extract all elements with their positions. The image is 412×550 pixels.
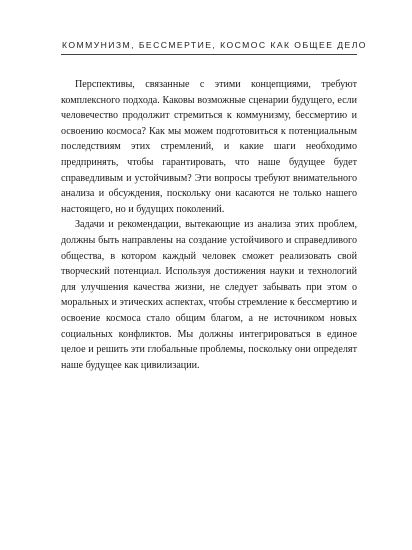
- header-rule: [61, 54, 357, 55]
- paragraph-2: Задачи и рекомендации, вытекающие из анализа этих проблем, должны быть направлены на создание устойчивого и справедливого общества, в котором каждый человек сможет реализовать свой творческий потенциал. Используя достижения науки и технологий для улучшения качества жизни, не следует забывать при этом о моральных и этических аспектах, чтобы стремление к бессмертию и освоение космоса стало общим благом, а не источником новых социальных конфликтов. Мы должны интегрироваться в единое целое и решить эти глобальные проблемы, поскольку они определят наше будущее как цивилизации.: [61, 219, 357, 371]
- paragraph-1: Перспективы, связанные с этими концепциями, требуют комплексного подхода. Каковы возможные сценарии будущего, если человечество продолжит стремиться к коммунизму, бессмертию и освоению космоса? Как мы можем подготовиться к потенциальным последствиям этих стремлений, и какие шаги необходимо предпринять, чтобы гарантировать, что наше будущее будет справедливым и устойчивым? Эти вопросы требуют внимательного анализа и обсуждения, поскольку они касаются не только нашего настоящего, но и будущих поколений.: [61, 79, 357, 215]
- running-head: КОММУНИЗМ, БЕССМЕРТИЕ, КОСМОС КАК ОБЩЕЕ ДЕЛО: [62, 40, 367, 50]
- body-text: [61, 77, 357, 373]
